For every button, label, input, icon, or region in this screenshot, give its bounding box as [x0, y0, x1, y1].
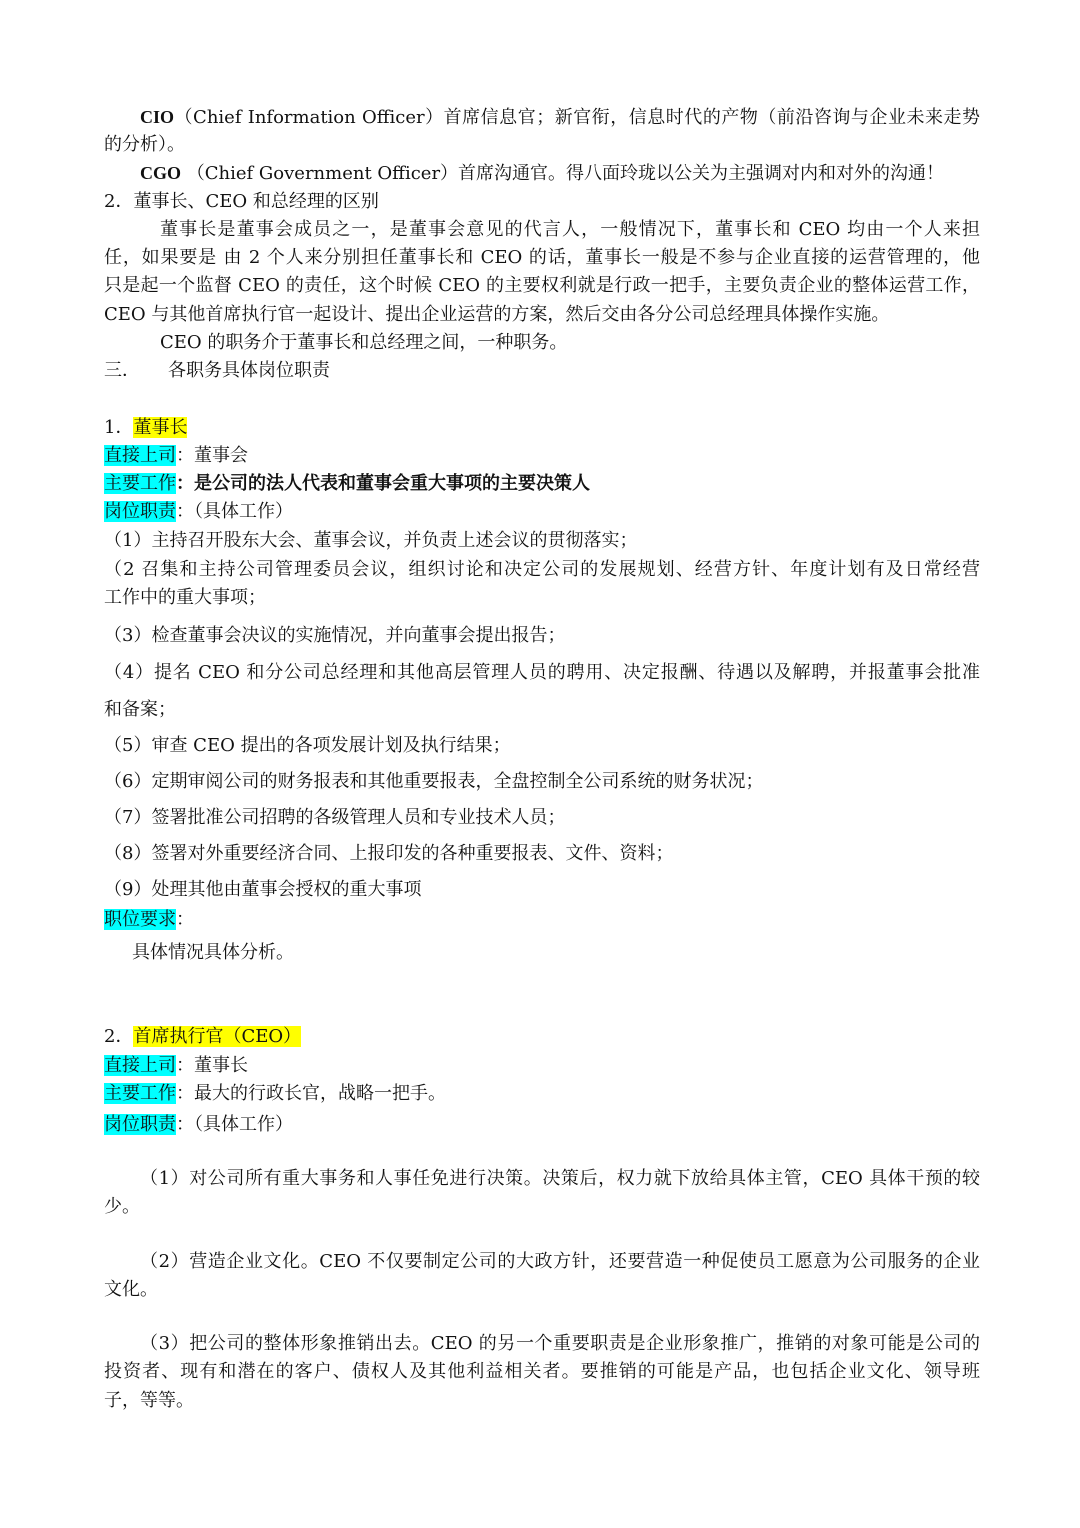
- ceo-duties-label: 岗位职责: [104, 1114, 176, 1135]
- chairman-duty-5: （5）审查 CEO 提出的各项发展计划及执行结果；: [104, 735, 511, 756]
- section3-heading: [104, 357, 980, 385]
- section3-text: 各职务具体岗位职责: [168, 360, 330, 381]
- chairman-heading: [104, 414, 980, 442]
- ceo-work: [104, 1080, 980, 1108]
- chairman-req-text: 具体情况具体分析。: [132, 942, 294, 963]
- chairman-superior-label: 直接上司: [104, 445, 176, 466]
- ceo-item-3: （3）把公司的整体形象推销出去。CEO 的另一个重要职责是企业形象推广，推销的对象可能是公司的: [140, 1333, 980, 1354]
- chairman-duty-8: （8）签署对外重要经济合同、上报印发的各种重要报表、文件、资料；: [104, 843, 674, 864]
- cio-abbr: CIO: [140, 107, 175, 127]
- ceo-superior: [104, 1052, 980, 1080]
- chairman-duties: [104, 498, 980, 526]
- ceo-work-value: ：最大的行政长官，战略一把手。: [176, 1083, 446, 1104]
- section3-num: 三．: [104, 360, 140, 381]
- chairman-superior-value: ：董事会: [176, 445, 248, 466]
- chairman-duties-label: 岗位职责: [104, 501, 176, 522]
- ceo-title: 首席执行官（CEO）: [133, 1026, 302, 1047]
- chairman-requirement: [104, 906, 980, 934]
- difference-para-line-3: 只是起一个监督 CEO 的责任，这个时候 CEO 的主要权利就是行政一把手，主要负责企业的整体运营工作，: [104, 275, 980, 296]
- chairman-duty-3: （3）检查董事会决议的实施情况，并向董事会提出报告；: [104, 625, 566, 646]
- chairman-duties-value: ：（具体工作）: [176, 501, 293, 522]
- ceo-duties-value: ：（具体工作）: [176, 1114, 293, 1135]
- chairman-duty-7: （7）签署批准公司招聘的各级管理人员和专业技术人员；: [104, 807, 566, 828]
- ceo-num: 2．: [104, 1026, 134, 1047]
- chairman-work-value: ：是公司的法人代表和董事会重大事项的主要决策人: [176, 473, 590, 494]
- cgo-abbr: CGO: [140, 163, 182, 183]
- cio-line-2: 的分析）。: [104, 134, 185, 155]
- cgo-desc: （Chief Government Officer）首席沟通官。得八面玲珑以公关为主强调对内和对外的沟通！: [186, 163, 945, 184]
- chairman-work: [104, 470, 980, 498]
- ceo-item-1-cont: 少。: [104, 1196, 140, 1217]
- chairman-title: 董事长: [133, 417, 188, 438]
- ceo-item-1: （1）对公司所有重大事务和人事任免进行决策。决策后，权力就下放给具体主管，CEO 具体干预的较: [140, 1168, 980, 1189]
- ceo-item-3-cont-2: 子，等等。: [104, 1390, 194, 1411]
- difference-para-2: CEO 的职务介于董事长和总经理之间，一种职务。: [160, 332, 568, 353]
- ceo-superior-label: 直接上司: [104, 1055, 176, 1076]
- ceo-superior-value: ：董事长: [176, 1055, 248, 1076]
- chairman-num: 1．: [104, 417, 134, 438]
- difference-para-line-1: 董事长是董事会成员之一，是董事会意见的代言人，一般情况下，董事长和 CEO 均由一个人来担: [160, 219, 980, 240]
- cgo-line: [140, 159, 980, 188]
- cio-desc: （Chief Information Officer）首席信息官；新官衔，信息时代的产物（前沿咨询与企业未来走势: [174, 107, 980, 128]
- chairman-duty-6: （6）定期审阅公司的财务报表和其他重要报表，全盘控制全公司系统的财务状况；: [104, 771, 764, 792]
- chairman-duty-1: （1）主持召开股东大会、董事会议，并负责上述会议的贯彻落实；: [104, 530, 638, 551]
- difference-para-line-2: 任，如果要是 由 2 个人来分别担任董事长和 CEO 的话，董事长一般是不参与企业直接的运营管理的，他: [104, 247, 980, 268]
- chairman-duty-4-cont: 和备案；: [104, 699, 176, 720]
- chairman-work-label: 主要工作: [104, 473, 176, 494]
- chairman-req-label: 职位要求: [104, 909, 176, 930]
- ceo-heading: [104, 1023, 980, 1051]
- chairman-duty-9: （9）处理其他由董事会授权的重大事项: [104, 879, 422, 900]
- ceo-item-2: （2）营造企业文化。CEO 不仅要制定公司的大政方针，还要营造一种促使员工愿意为公司服务的企业: [140, 1251, 980, 1272]
- chairman-duty-4: （4）提名 CEO 和分公司总经理和其他高层管理人员的聘用、决定报酬、待遇以及解聘，并报董事会批准: [104, 662, 980, 683]
- chairman-superior: [104, 442, 980, 470]
- difference-para-line-4: CEO 与其他首席执行官一起设计、提出企业运营的方案，然后交由各分公司总经理具体操作实施。: [104, 304, 890, 325]
- ceo-item-2-cont: 文化。: [104, 1279, 158, 1300]
- chairman-duty-2-cont: 工作中的重大事项；: [104, 587, 266, 608]
- ceo-work-label: 主要工作: [104, 1083, 176, 1104]
- ceo-item-3-cont: 投资者、现有和潜在的客户、债权人及其他利益相关者。要推销的可能是产品，也包括企业文化、领导班: [104, 1361, 980, 1382]
- cio-line: [140, 103, 980, 131]
- chairman-duty-2: （2 召集和主持公司管理委员会议，组织讨论和决定公司的发展规划、经营方针、年度计划有及日常经营: [104, 559, 980, 580]
- ceo-duties: [104, 1111, 980, 1139]
- difference-heading: 2．董事长、CEO 和总经理的区别: [104, 191, 379, 212]
- chairman-req-value: ：: [176, 909, 194, 930]
